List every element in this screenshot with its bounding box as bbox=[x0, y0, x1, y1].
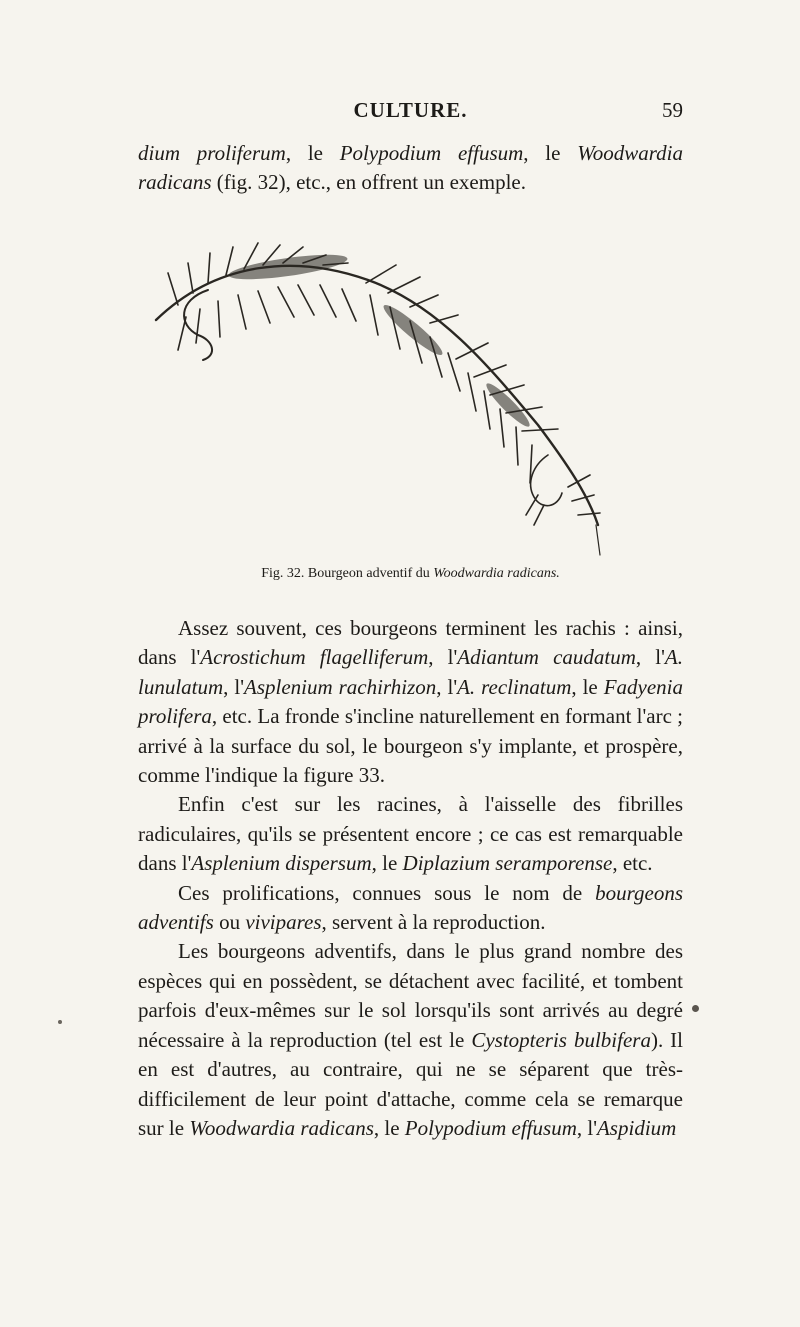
text-run: Assez souvent, ces bourgeons terminent les rachis : ainsi, dans l' bbox=[138, 616, 683, 670]
text-run: , l' bbox=[576, 1115, 597, 1140]
text-run: ou bbox=[213, 910, 246, 935]
caption-species: Woodwardia radicans. bbox=[433, 566, 560, 581]
text-run: (fig. 32), etc., en offrent un exemple. bbox=[211, 170, 526, 195]
text-run: Ces prolifications, connues sous le nom de bbox=[178, 880, 596, 905]
species-name: Cystopteris bulbifera bbox=[471, 1027, 651, 1052]
text-run: , etc. bbox=[612, 851, 653, 876]
species-name: Woodwardia radicans bbox=[138, 141, 683, 195]
text-run: , l' bbox=[436, 674, 458, 699]
caption-text: Fig. 32. Bourgeon adventif du bbox=[261, 566, 434, 581]
text-run: , etc. La fronde s'incline naturellement en formant l'arc ; arrivé à la surface du sol, le bourgeon s'y implante, et prospère, comme l'indique la figure 33. bbox=[138, 704, 684, 788]
text-run: , l' bbox=[428, 645, 458, 670]
text-run: , le bbox=[285, 141, 340, 165]
text-run: , servent à la reproduction. bbox=[321, 910, 546, 935]
species-name: A. reclinatum bbox=[457, 674, 572, 699]
margin-speck bbox=[58, 1020, 62, 1024]
species-name: Diplazium seramporense bbox=[402, 851, 613, 876]
species-name: Adiantum caudatum bbox=[457, 645, 636, 670]
paragraph-4 bbox=[138, 937, 683, 1143]
running-title: CULTURE. bbox=[353, 98, 468, 122]
figure-caption bbox=[138, 566, 683, 582]
fern-illustration bbox=[138, 225, 683, 560]
paragraph-2 bbox=[138, 790, 683, 878]
body-text bbox=[138, 614, 683, 1143]
species-name: Asplenium dispersum bbox=[191, 851, 372, 876]
text-run: , le bbox=[371, 851, 403, 876]
term: bourgeons adventifs bbox=[138, 880, 683, 935]
fern-frond-drawing bbox=[138, 225, 683, 560]
text-run: Les bourgeons adventifs, dans le plus grand nombre des espèces qui en possèdent, se détachent avec facilité, et tombent parfois d'eux-mêmes sur le sol lorsqu'ils sont arrivés au degré nécessaire à la reproduction (tel est le bbox=[138, 939, 683, 1052]
text-run: , le bbox=[523, 141, 578, 165]
species-name: Polypodium effusum bbox=[339, 141, 524, 165]
text-run: ). Il en est d'autres, au contraire, qui ne se séparent que très-difficilement de leur point d'attache, comme cela se remarque sur le bbox=[138, 1027, 683, 1140]
species-name: A. lunulatum bbox=[138, 645, 683, 699]
intro-paragraph bbox=[138, 139, 683, 198]
page-number: 59 bbox=[662, 98, 683, 122]
term: vivipares bbox=[245, 910, 322, 935]
paragraph-1 bbox=[138, 614, 683, 790]
text-run: Enfin c'est sur les racines, à l'aisselle des fibrilles radiculaires, qu'ils se présentent encore ; ce cas est remarquable dans l' bbox=[138, 792, 683, 876]
species-name: Fadyenia prolifera bbox=[138, 674, 684, 729]
text-run: , l' bbox=[223, 674, 245, 699]
text-run: , l' bbox=[635, 645, 665, 670]
running-head bbox=[138, 98, 683, 132]
paragraph-3 bbox=[138, 879, 683, 938]
species-name: Aspidium bbox=[596, 1115, 677, 1140]
species-name: Woodwardia radicans bbox=[189, 1115, 374, 1140]
species-name: Acrostichum flagelliferum bbox=[200, 645, 429, 670]
text-run: , le bbox=[373, 1115, 405, 1140]
species-name: dium proliferum bbox=[138, 141, 286, 165]
text-run: , le bbox=[571, 674, 604, 699]
species-name: Asplenium rachirhizon bbox=[244, 674, 437, 699]
species-name: Polypodium effusum bbox=[404, 1115, 577, 1140]
margin-speck bbox=[692, 1005, 699, 1012]
